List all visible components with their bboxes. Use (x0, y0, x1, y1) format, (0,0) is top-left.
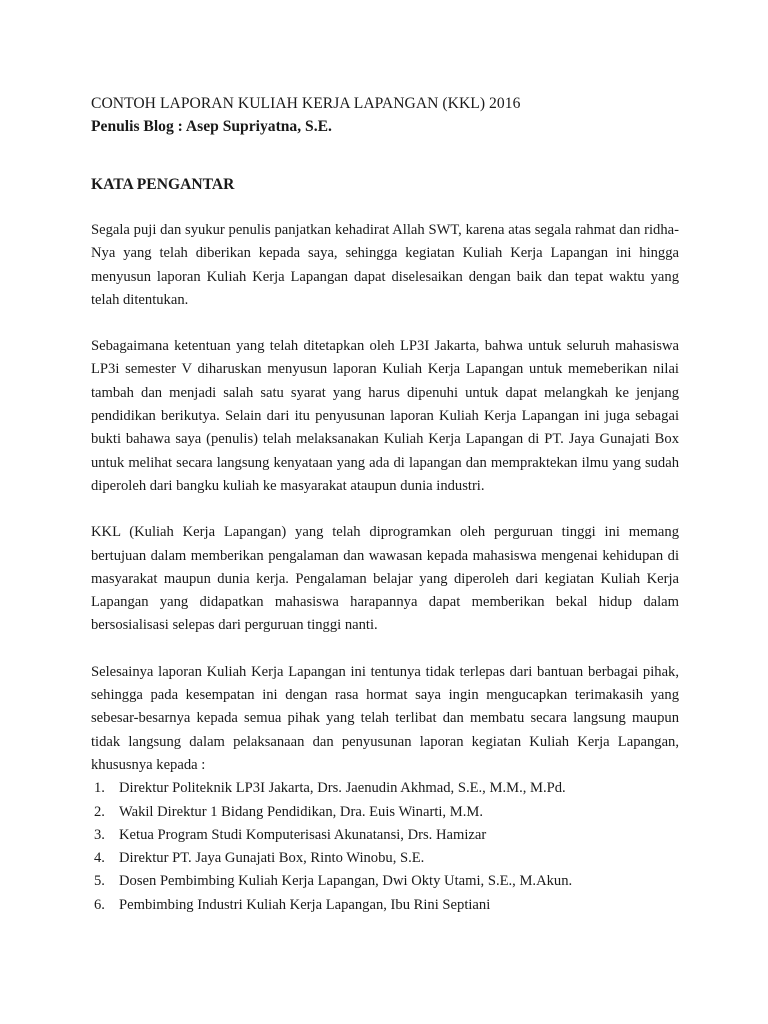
list-number: 2. (94, 803, 105, 820)
document-body (91, 92, 679, 917)
acknowledgement-list (91, 777, 679, 917)
list-item (91, 801, 679, 824)
list-item (91, 870, 679, 893)
paragraph: Selesainya laporan Kuliah Kerja Lapangan ini tentunya tidak terlepas dari bantuan berbagai pihak, sehingga pada kesempatan ini dengan rasa hormat saya ingin mengucapkan terimakasih yang sebesar-besarnya kepada semua pihak yang telah terlibat dan membatu secara langsung maupun tidak langsung dalam pelaksanaan dan penyusunan laporan kegiatan Kuliah Kerja Lapangan, khususnya kepada : (91, 663, 679, 773)
list-item-text: Direktur Politeknik LP3I Jakarta, Drs. Jaenudin Akhmad, S.E., M.M., M.Pd. (119, 780, 566, 797)
list-item (91, 894, 679, 917)
list-item-text: Ketua Program Studi Komputerisasi Akunatansi, Drs. Hamizar (119, 826, 487, 843)
document-title: CONTOH LAPORAN KULIAH KERJA LAPANGAN (KKL) 2016 (91, 95, 521, 112)
list-item-text: Dosen Pembimbing Kuliah Kerja Lapangan, Dwi Okty Utami, S.E., M.Akun. (119, 873, 573, 890)
list-number: 3. (94, 826, 105, 843)
list-item (91, 847, 679, 870)
list-number: 6. (94, 896, 105, 913)
list-number: 5. (94, 873, 105, 890)
list-number: 1. (94, 780, 105, 797)
list-item-text: Wakil Direktur 1 Bidang Pendidikan, Dra. Euis Winarti, M.M. (119, 803, 483, 820)
paragraph: Sebagaimana ketentuan yang telah ditetapkan oleh LP3I Jakarta, bahwa untuk seluruh mahasiswa LP3i semester V diharuskan menyusun laporan Kuliah Kerja Lapangan untuk memeberikan nilai tambah dan menjadi salah satu syarat yang harus dipenuhi untuk dapat melangkah ke jenjang pendidikan berikutya. Selain dari itu penyusunan laporan Kuliah Kerja Lapangan ini juga sebagai bukti bahawa saya (penulis) telah melaksanakan Kuliah Kerja Lapangan di PT. Jaya Gunajati Box untuk melihat secara langsung kenyataan yang ada di lapangan dan mempraktekan ilmu yang sudah diperoleh dari bangku kuliah ke masyarakat ataupun dunia industri. (91, 338, 679, 494)
section-heading: KATA PENGANTAR (91, 176, 235, 193)
list-number: 4. (94, 850, 105, 867)
paragraph: Segala puji dan syukur penulis panjatkan kehadirat Allah SWT, karena atas segala rahmat dan ridha-Nya yang telah diberikan kepada saya, sehingga kegiatan Kuliah Kerja Lapangan ini hingga menyusun laporan Kuliah Kerja Lapangan dapat diselesaikan dengan baik dan tepat waktu yang telah ditentukan. (91, 222, 679, 308)
document-author: Penulis Blog : Asep Supriyatna, S.E. (91, 118, 332, 135)
paragraph: KKL (Kuliah Kerja Lapangan) yang telah diprogramkan oleh perguruan tinggi ini memang bertujuan dalam memberikan pengalaman dan wawasan kepada mahasiswa mengenai kehidupan di masyarakat maupun dunia kerja. Pengalaman belajar yang diperoleh dari kegiatan Kuliah Kerja Lapangan yang didapatkan mahasiswa harapannya dapat memberikan bekal hidup dalam bersosialisasi selepas dari perguruan tinggi nanti. (91, 524, 679, 634)
list-item-text: Direktur PT. Jaya Gunajati Box, Rinto Winobu, S.E. (119, 850, 425, 867)
list-item (91, 824, 679, 847)
list-item-text: Pembimbing Industri Kuliah Kerja Lapangan, Ibu Rini Septiani (119, 896, 491, 913)
list-item (91, 777, 679, 800)
